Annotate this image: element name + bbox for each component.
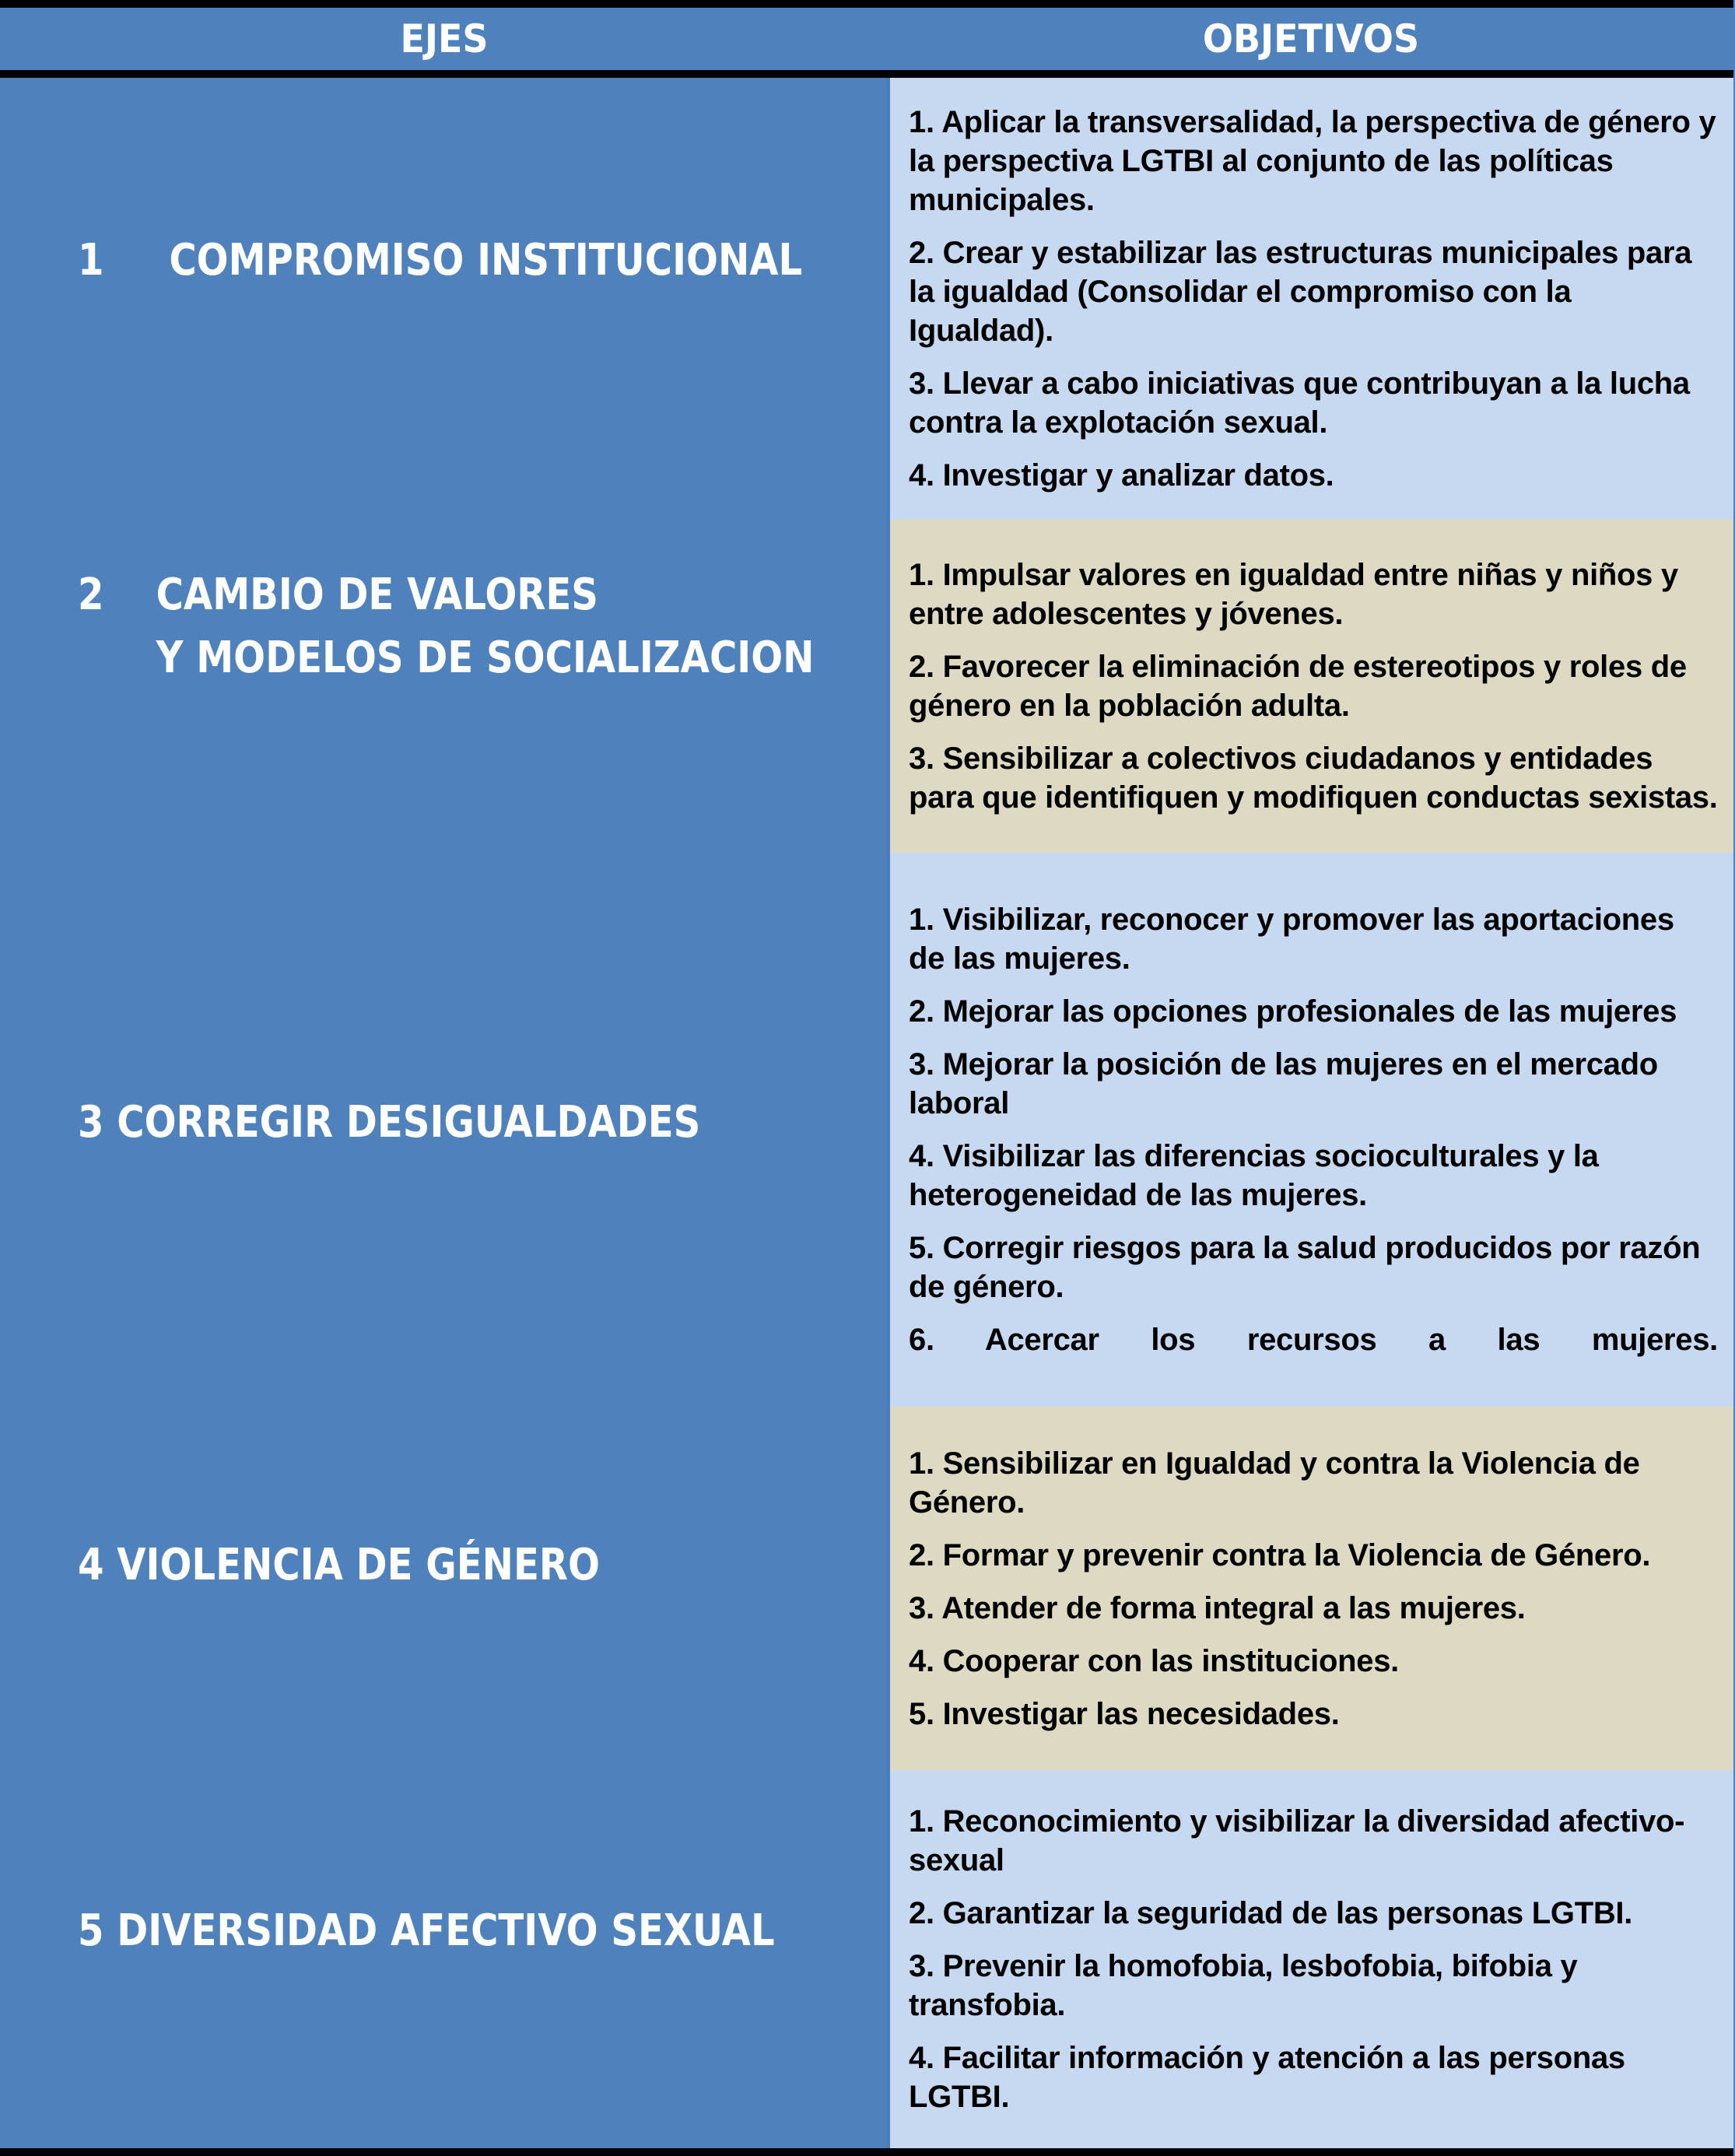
objective-4-1: 1. Sensibilizar en Igualdad y contra la Violencia de Género.: [909, 1446, 1640, 1520]
objective-5-4: 4. Facilitar información y atención a las personas LGTBI.: [909, 2041, 1625, 2114]
objective-3-1: 1. Visibilizar, reconocer y promover las aportaciones de las mujeres.: [909, 903, 1674, 976]
objective-1-3: 3. Llevar a cabo iniciativas que contribuyan a la lucha contra la explotación sexual.: [909, 366, 1690, 440]
objetivos-section-3: [890, 853, 1733, 1407]
objective-2-3: 3. Sensibilizar a colectivos ciudadanos y entidades para que identifiquen y modifiquen conductas sexistas.: [909, 741, 1718, 815]
objetivos-section-2: [890, 520, 1733, 853]
objetivos-section-1: [890, 78, 1733, 520]
objective-3-3: 3. Mejorar la posición de las mujeres en el mercado laboral: [909, 1047, 1658, 1120]
objective-4-4: 4. Cooperar con las instituciones.: [909, 1643, 1399, 1678]
objective-3-5: 5. Corregir riesgos para la salud producidos por razón de género.: [909, 1231, 1701, 1304]
objective-3-4: 4. Visibilizar las diferencias socioculturales y la heterogeneidad de las mujeres.: [909, 1139, 1599, 1212]
eje-label-4: 4 VIOLENCIA DE GÉNERO: [78, 1540, 600, 1590]
objective-2-1: 1. Impulsar valores en igualdad entre niñas y niños y entre adolescentes y jóvenes.: [909, 558, 1678, 631]
eje-label-3: 3 CORREGIR DESIGUALDADES: [78, 1097, 701, 1148]
objective-5-1: 1. Reconocimiento y visibilizar la diversidad afectivo- sexual: [909, 1804, 1685, 1877]
eje-label-2-line-1: 2 CAMBIO DE VALORES: [78, 570, 598, 620]
header-bottom-rule: [0, 70, 1733, 78]
eje-label-5: 5 DIVERSIDAD AFECTIVO SEXUAL: [78, 1905, 775, 1956]
objetivos-section-4: [890, 1407, 1733, 1770]
objective-2-2: 2. Favorecer la eliminación de estereotipos y roles de género en la población adulta.: [909, 650, 1687, 723]
objective-1-4: 4. Investigar y analizar datos.: [909, 458, 1334, 493]
objective-4-5: 5. Investigar las necesidades.: [909, 1696, 1340, 1731]
eje-label-2-line-2: Y MODELOS DE SOCIALIZACION: [78, 633, 815, 683]
objective-4-2: 2. Formar y prevenir contra la Violencia de Género.: [909, 1537, 1651, 1572]
objetivos-section-5: [890, 1770, 1733, 2148]
header-ejes: EJES: [400, 16, 489, 61]
table-top-rule: [0, 0, 1733, 8]
objective-3-2: 2. Mejorar las opciones profesionales de las mujeres: [909, 994, 1677, 1029]
objective-1-2: 2. Crear y estabilizar las estructuras municipales para la igualdad (Consolidar el compromiso con la Igualdad).: [909, 236, 1692, 348]
table-header: [0, 8, 1733, 70]
objective-5-2: 2. Garantizar la seguridad de las personas LGTBI.: [909, 1896, 1633, 1930]
objective-4-3: 3. Atender de forma integral a las mujeres.: [909, 1590, 1526, 1625]
objective-3-6: 6. Acercar los recursos a las mujeres.: [909, 1323, 1718, 1357]
header-objetivos: OBJETIVOS: [1202, 16, 1420, 61]
table-bottom-rule: [0, 2148, 1733, 2156]
objective-5-3: 3. Prevenir la homofobia, lesbofobia, bifobia y transfobia.: [909, 1949, 1578, 2022]
objective-1-1: 1. Aplicar la transversalidad, la perspectiva de género y la perspectiva LGTBI al conjunto de las políticas municipales.: [909, 105, 1716, 217]
eje-label-1: 1 COMPROMISO INSTITUCIONAL: [78, 235, 803, 286]
